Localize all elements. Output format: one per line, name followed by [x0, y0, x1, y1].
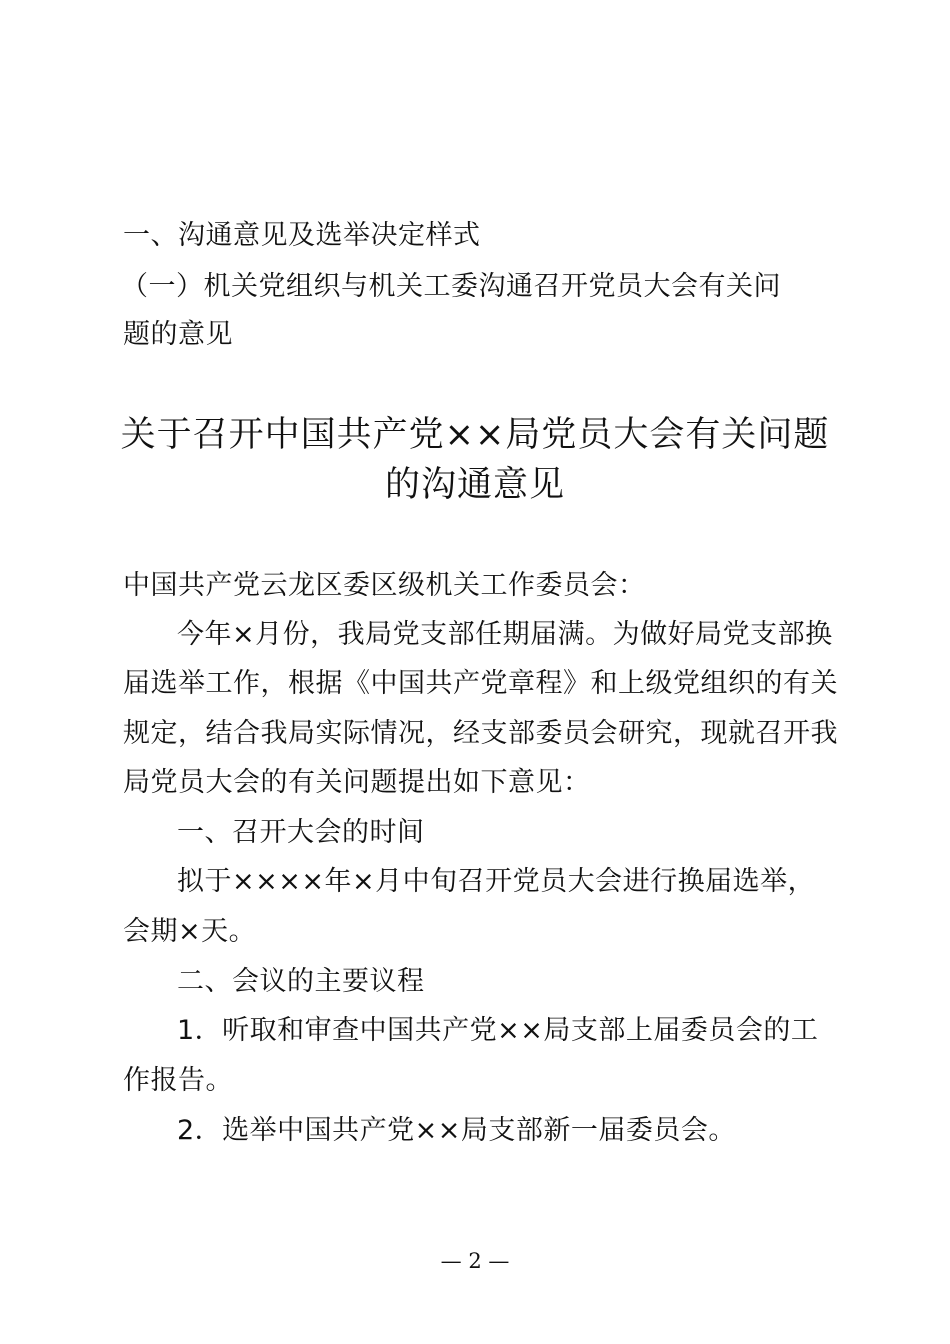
- salutation: 中国共产党云龙区委区级机关工作委员会：: [123, 570, 646, 601]
- agenda-2-line-1: 2．选举中国共产党××局支部新一届委员会。: [177, 1115, 736, 1146]
- subsection-heading-line-2: 题的意见: [123, 319, 233, 350]
- document-title-line-2: 的沟通意见: [384, 465, 565, 505]
- paragraph-1-line-3: 规定，结合我局实际情况，经支部委员会研究，现就召开我: [123, 718, 838, 749]
- section-heading: 一、沟通意见及选举决定样式: [123, 220, 481, 251]
- agenda-1-line-1: 1．听取和审查中国共产党××局支部上届委员会的工: [177, 1015, 819, 1046]
- item-2-heading: 二、会议的主要议程: [177, 966, 425, 997]
- paragraph-1-line-4: 局党员大会的有关问题提出如下意见：: [123, 767, 591, 798]
- paragraph-1-line-2: 届选举工作，根据《中国共产党章程》和上级党组织的有关: [123, 668, 838, 699]
- subsection-heading-line-1: （一）机关党组织与机关工委沟通召开党员大会有关问: [121, 271, 781, 302]
- agenda-1-line-2: 作报告。: [123, 1065, 233, 1096]
- item-1-heading: 一、召开大会的时间: [177, 817, 425, 848]
- item-1-line-1: 拟于××××年×月中旬召开党员大会进行换届选举，: [177, 866, 816, 897]
- item-1-line-2: 会期×天。: [123, 916, 257, 947]
- document-title-line-1: 关于召开中国共产党××局党员大会有关问题: [120, 415, 830, 455]
- paragraph-1-line-1: 今年×月份，我局党支部任期届满。为做好局党支部换: [177, 619, 833, 650]
- page-number: — 2 —: [440, 1249, 510, 1273]
